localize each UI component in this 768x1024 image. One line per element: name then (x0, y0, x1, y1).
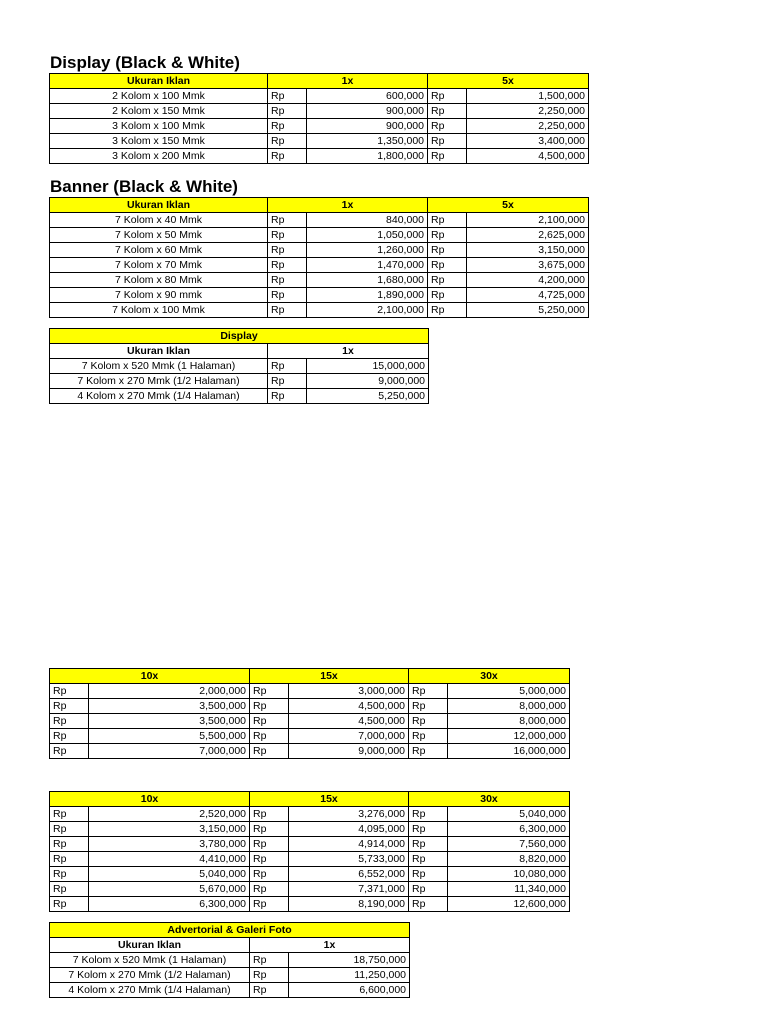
column-header-5x: 5x (428, 198, 589, 213)
cell-p15: 7,000,000 (289, 729, 409, 744)
cell-c15: Rp (250, 729, 289, 744)
cell-p10: 3,500,000 (89, 714, 250, 729)
cell-p5: 2,100,000 (467, 213, 589, 228)
cell-p5: 4,500,000 (467, 149, 589, 164)
table-row (50, 852, 570, 867)
cell-p1: 900,000 (307, 119, 428, 134)
cell-p5: 2,250,000 (467, 104, 589, 119)
cell-p15: 3,276,000 (289, 807, 409, 822)
cell-cur1: Rp (268, 288, 307, 303)
cell-cur: Rp (250, 953, 289, 968)
cell-c15: Rp (250, 852, 289, 867)
cell-p30: 8,000,000 (448, 699, 570, 714)
cell-p10: 2,520,000 (89, 807, 250, 822)
cell-size: 7 Kolom x 80 Mmk (50, 273, 268, 288)
table-row (50, 89, 589, 104)
table-title-display: Display (50, 329, 429, 344)
cell-price: 18,750,000 (289, 953, 410, 968)
cell-cur5: Rp (428, 228, 467, 243)
table-row (50, 983, 410, 998)
cell-c10: Rp (50, 852, 89, 867)
cell-size: 7 Kolom x 520 Mmk (1 Halaman) (50, 953, 250, 968)
cell-cur1: Rp (268, 243, 307, 258)
cell-p10: 7,000,000 (89, 744, 250, 759)
cell-p10: 3,780,000 (89, 837, 250, 852)
cell-cur5: Rp (428, 243, 467, 258)
cell-c30: Rp (409, 882, 448, 897)
cell-p15: 4,914,000 (289, 837, 409, 852)
cell-p1: 1,350,000 (307, 134, 428, 149)
cell-price: 5,250,000 (307, 389, 429, 404)
table-row (50, 389, 429, 404)
table-row (50, 213, 589, 228)
cell-p5: 5,250,000 (467, 303, 589, 318)
cell-cur: Rp (268, 389, 307, 404)
cell-size: 4 Kolom x 270 Mmk (1/4 Halaman) (50, 983, 250, 998)
cell-c30: Rp (409, 699, 448, 714)
cell-cur1: Rp (268, 213, 307, 228)
cell-c10: Rp (50, 807, 89, 822)
table-row (50, 822, 570, 837)
table-row (50, 684, 570, 699)
cell-c30: Rp (409, 897, 448, 912)
table-row (50, 897, 570, 912)
cell-c30: Rp (409, 729, 448, 744)
cell-p5: 3,400,000 (467, 134, 589, 149)
column-header-15x: 15x (250, 669, 409, 684)
cell-cur1: Rp (268, 303, 307, 318)
table-row (50, 228, 589, 243)
cell-c30: Rp (409, 867, 448, 882)
table-row (50, 258, 589, 273)
cell-size: 2 Kolom x 150 Mmk (50, 104, 268, 119)
cell-cur5: Rp (428, 134, 467, 149)
cell-size: 3 Kolom x 200 Mmk (50, 149, 268, 164)
cell-cur5: Rp (428, 119, 467, 134)
cell-size: 7 Kolom x 60 Mmk (50, 243, 268, 258)
cell-p15: 9,000,000 (289, 744, 409, 759)
cell-size: 7 Kolom x 520 Mmk (1 Halaman) (50, 359, 268, 374)
cell-p30: 10,080,000 (448, 867, 570, 882)
cell-c10: Rp (50, 837, 89, 852)
cell-price: 9,000,000 (307, 374, 429, 389)
cell-p30: 8,820,000 (448, 852, 570, 867)
cell-p15: 6,552,000 (289, 867, 409, 882)
cell-p30: 12,600,000 (448, 897, 570, 912)
column-header-15x: 15x (250, 792, 409, 807)
column-header-size: Ukuran Iklan (50, 198, 268, 213)
banner-bw-price-table (49, 197, 589, 318)
cell-p15: 7,371,000 (289, 882, 409, 897)
cell-p15: 8,190,000 (289, 897, 409, 912)
cell-cur1: Rp (268, 104, 307, 119)
table-row (50, 807, 570, 822)
cell-c30: Rp (409, 837, 448, 852)
cell-c10: Rp (50, 714, 89, 729)
cell-size: 7 Kolom x 270 Mmk (1/2 Halaman) (50, 968, 250, 983)
column-header-10x: 10x (50, 792, 250, 807)
cell-c30: Rp (409, 822, 448, 837)
cell-size: 7 Kolom x 90 mmk (50, 288, 268, 303)
cell-c30: Rp (409, 744, 448, 759)
cell-p30: 5,040,000 (448, 807, 570, 822)
cell-p10: 6,300,000 (89, 897, 250, 912)
display-page-price-table (49, 328, 429, 404)
cell-cur: Rp (250, 968, 289, 983)
cell-p10: 3,500,000 (89, 699, 250, 714)
cell-price: 11,250,000 (289, 968, 410, 983)
cell-cur5: Rp (428, 213, 467, 228)
cell-size: 3 Kolom x 100 Mmk (50, 119, 268, 134)
cell-c15: Rp (250, 837, 289, 852)
display-bw-price-table (49, 73, 589, 164)
cell-p5: 4,725,000 (467, 288, 589, 303)
cell-p15: 4,500,000 (289, 699, 409, 714)
cell-p1: 1,470,000 (307, 258, 428, 273)
cell-p5: 2,625,000 (467, 228, 589, 243)
cell-cur5: Rp (428, 258, 467, 273)
column-header-size: Ukuran Iklan (50, 344, 268, 359)
cell-size: 7 Kolom x 50 Mmk (50, 228, 268, 243)
table-row (50, 714, 570, 729)
cell-c15: Rp (250, 807, 289, 822)
cell-size: 7 Kolom x 100 Mmk (50, 303, 268, 318)
cell-c10: Rp (50, 897, 89, 912)
cell-p30: 6,300,000 (448, 822, 570, 837)
cell-c15: Rp (250, 822, 289, 837)
cell-p5: 1,500,000 (467, 89, 589, 104)
table-row (50, 699, 570, 714)
cell-cur5: Rp (428, 149, 467, 164)
cell-p1: 600,000 (307, 89, 428, 104)
cell-cur1: Rp (268, 228, 307, 243)
cell-cur5: Rp (428, 288, 467, 303)
cell-c10: Rp (50, 822, 89, 837)
cell-p10: 3,150,000 (89, 822, 250, 837)
cell-c30: Rp (409, 684, 448, 699)
column-header-1x: 1x (250, 938, 410, 953)
table-row (50, 134, 589, 149)
advertorial-price-table (49, 922, 410, 998)
cell-p30: 7,560,000 (448, 837, 570, 852)
cell-size: 2 Kolom x 100 Mmk (50, 89, 268, 104)
cell-p30: 12,000,000 (448, 729, 570, 744)
cell-size: 7 Kolom x 270 Mmk (1/2 Halaman) (50, 374, 268, 389)
cell-c10: Rp (50, 744, 89, 759)
cell-p15: 5,733,000 (289, 852, 409, 867)
table-row (50, 374, 429, 389)
cell-cur: Rp (250, 983, 289, 998)
table-row (50, 729, 570, 744)
cell-c30: Rp (409, 807, 448, 822)
cell-p5: 3,150,000 (467, 243, 589, 258)
cell-p10: 5,500,000 (89, 729, 250, 744)
cell-cur1: Rp (268, 258, 307, 273)
cell-cur1: Rp (268, 149, 307, 164)
banner-bw-repeat-price-table (49, 791, 570, 912)
table-title-advertorial: Advertorial & Galeri Foto (50, 923, 410, 938)
table-row (50, 288, 589, 303)
cell-price: 15,000,000 (307, 359, 429, 374)
section-title-banner-bw: Banner (Black & White) (50, 177, 238, 196)
cell-c15: Rp (250, 684, 289, 699)
table-row (50, 968, 410, 983)
column-header-size: Ukuran Iklan (50, 938, 250, 953)
cell-cur: Rp (268, 359, 307, 374)
column-header-1x: 1x (268, 344, 429, 359)
cell-c10: Rp (50, 699, 89, 714)
column-header-1x: 1x (268, 74, 428, 89)
cell-c15: Rp (250, 882, 289, 897)
cell-p1: 1,260,000 (307, 243, 428, 258)
cell-cur1: Rp (268, 89, 307, 104)
cell-p30: 16,000,000 (448, 744, 570, 759)
cell-p15: 3,000,000 (289, 684, 409, 699)
cell-p1: 1,890,000 (307, 288, 428, 303)
table-row (50, 303, 589, 318)
column-header-30x: 30x (409, 792, 570, 807)
cell-p5: 4,200,000 (467, 273, 589, 288)
table-row (50, 273, 589, 288)
column-header-5x: 5x (428, 74, 589, 89)
cell-p1: 840,000 (307, 213, 428, 228)
column-header-30x: 30x (409, 669, 570, 684)
cell-cur1: Rp (268, 119, 307, 134)
cell-p10: 2,000,000 (89, 684, 250, 699)
cell-p10: 5,670,000 (89, 882, 250, 897)
cell-cur1: Rp (268, 134, 307, 149)
column-header-size: Ukuran Iklan (50, 74, 268, 89)
cell-c10: Rp (50, 882, 89, 897)
cell-p1: 2,100,000 (307, 303, 428, 318)
cell-p15: 4,095,000 (289, 822, 409, 837)
table-row (50, 243, 589, 258)
cell-c10: Rp (50, 729, 89, 744)
cell-c10: Rp (50, 867, 89, 882)
cell-cur5: Rp (428, 89, 467, 104)
cell-size: 7 Kolom x 70 Mmk (50, 258, 268, 273)
table-row (50, 104, 589, 119)
cell-cur1: Rp (268, 273, 307, 288)
cell-cur: Rp (268, 374, 307, 389)
table-row (50, 359, 429, 374)
cell-c10: Rp (50, 684, 89, 699)
cell-c15: Rp (250, 867, 289, 882)
cell-p30: 8,000,000 (448, 714, 570, 729)
cell-p1: 900,000 (307, 104, 428, 119)
cell-size: 7 Kolom x 40 Mmk (50, 213, 268, 228)
table-row (50, 119, 589, 134)
table-row (50, 867, 570, 882)
column-header-1x: 1x (268, 198, 428, 213)
cell-p1: 1,050,000 (307, 228, 428, 243)
cell-p5: 2,250,000 (467, 119, 589, 134)
cell-c15: Rp (250, 897, 289, 912)
cell-c15: Rp (250, 744, 289, 759)
table-row (50, 953, 410, 968)
cell-cur5: Rp (428, 273, 467, 288)
cell-p15: 4,500,000 (289, 714, 409, 729)
display-bw-repeat-price-table (49, 668, 570, 759)
cell-cur5: Rp (428, 104, 467, 119)
cell-p10: 4,410,000 (89, 852, 250, 867)
table-row (50, 744, 570, 759)
section-title-display-bw: Display (Black & White) (50, 53, 240, 72)
cell-p1: 1,680,000 (307, 273, 428, 288)
table-row (50, 149, 589, 164)
cell-c15: Rp (250, 714, 289, 729)
cell-price: 6,600,000 (289, 983, 410, 998)
cell-p5: 3,675,000 (467, 258, 589, 273)
cell-c15: Rp (250, 699, 289, 714)
cell-p10: 5,040,000 (89, 867, 250, 882)
cell-c30: Rp (409, 852, 448, 867)
table-row (50, 882, 570, 897)
column-header-10x: 10x (50, 669, 250, 684)
cell-size: 4 Kolom x 270 Mmk (1/4 Halaman) (50, 389, 268, 404)
cell-p1: 1,800,000 (307, 149, 428, 164)
cell-p30: 11,340,000 (448, 882, 570, 897)
cell-cur5: Rp (428, 303, 467, 318)
table-row (50, 837, 570, 852)
cell-size: 3 Kolom x 150 Mmk (50, 134, 268, 149)
cell-p30: 5,000,000 (448, 684, 570, 699)
cell-c30: Rp (409, 714, 448, 729)
